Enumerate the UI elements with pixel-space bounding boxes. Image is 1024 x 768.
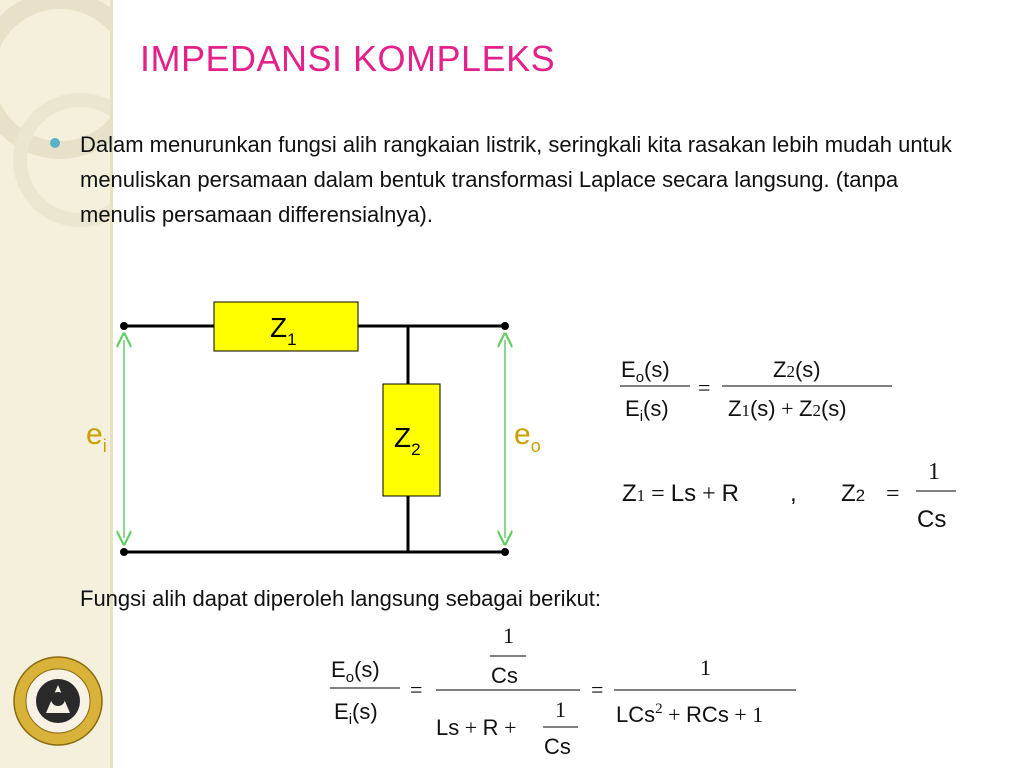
svg-text:Cs: Cs: [544, 734, 571, 759]
svg-text:Eo(s): $E_o(s)$: [621, 357, 670, 386]
svg-text:=: =: [410, 677, 423, 702]
svg-text:=: =: [698, 375, 711, 400]
svg-text:,: ,: [790, 480, 797, 507]
svg-text:Z1(s) + Z2(s): Z1(s) + Z2(s): [728, 396, 847, 421]
svg-text:Ls + R +: Ls + R +: [436, 715, 517, 740]
svg-text:Eo(s): $E_o(s)$: [331, 657, 380, 686]
svg-text:Z1 = Ls + R: Z1 = Ls + R: [622, 480, 739, 507]
page-title: IMPEDANSI KOMPLEKS: [140, 38, 556, 79]
svg-text:1: 1: [555, 697, 566, 722]
svg-text:=: =: [886, 481, 900, 507]
svg-text:Ei(s): $E_i(s)$: [334, 699, 378, 728]
svg-text:Ei(s): $E_i(s)$: [625, 396, 669, 425]
svg-text:1: 1: [928, 459, 940, 485]
svg-text:Cs: Cs: [917, 506, 947, 533]
svg-text:Z2(s): Z2(s): [773, 357, 821, 382]
svg-text:=: =: [591, 677, 604, 702]
svg-text:1: 1: [503, 623, 514, 648]
bullet-text: Dalam menurunkan fungsi alih rangkaian listrik, seringkali kita rasakan lebih mudah untuk menuliskan persamaan dalam bentuk transformasi Laplace secara langsung. (tanpa menulis persamaan differensialnya).: [80, 132, 952, 227]
input-voltage-label: $e_i$: [86, 418, 107, 456]
lead-text: Fungsi alih dapat diperoleh langsung sebagai berikut:: [80, 586, 602, 611]
svg-text:1: 1: [700, 655, 711, 680]
svg-text:LCs2 + RCs + 1: LCs$^2$ + RCs + 1: [616, 701, 764, 727]
impedance-z1-label: $Z_1$: [270, 312, 297, 349]
impedance-z2-label: $Z_2$: [394, 422, 421, 459]
output-voltage-label: $e_o$: [514, 418, 541, 456]
institution-logo: [12, 655, 104, 747]
svg-text:Z2: Z2: [841, 480, 866, 507]
svg-text:Cs: Cs: [491, 663, 518, 688]
